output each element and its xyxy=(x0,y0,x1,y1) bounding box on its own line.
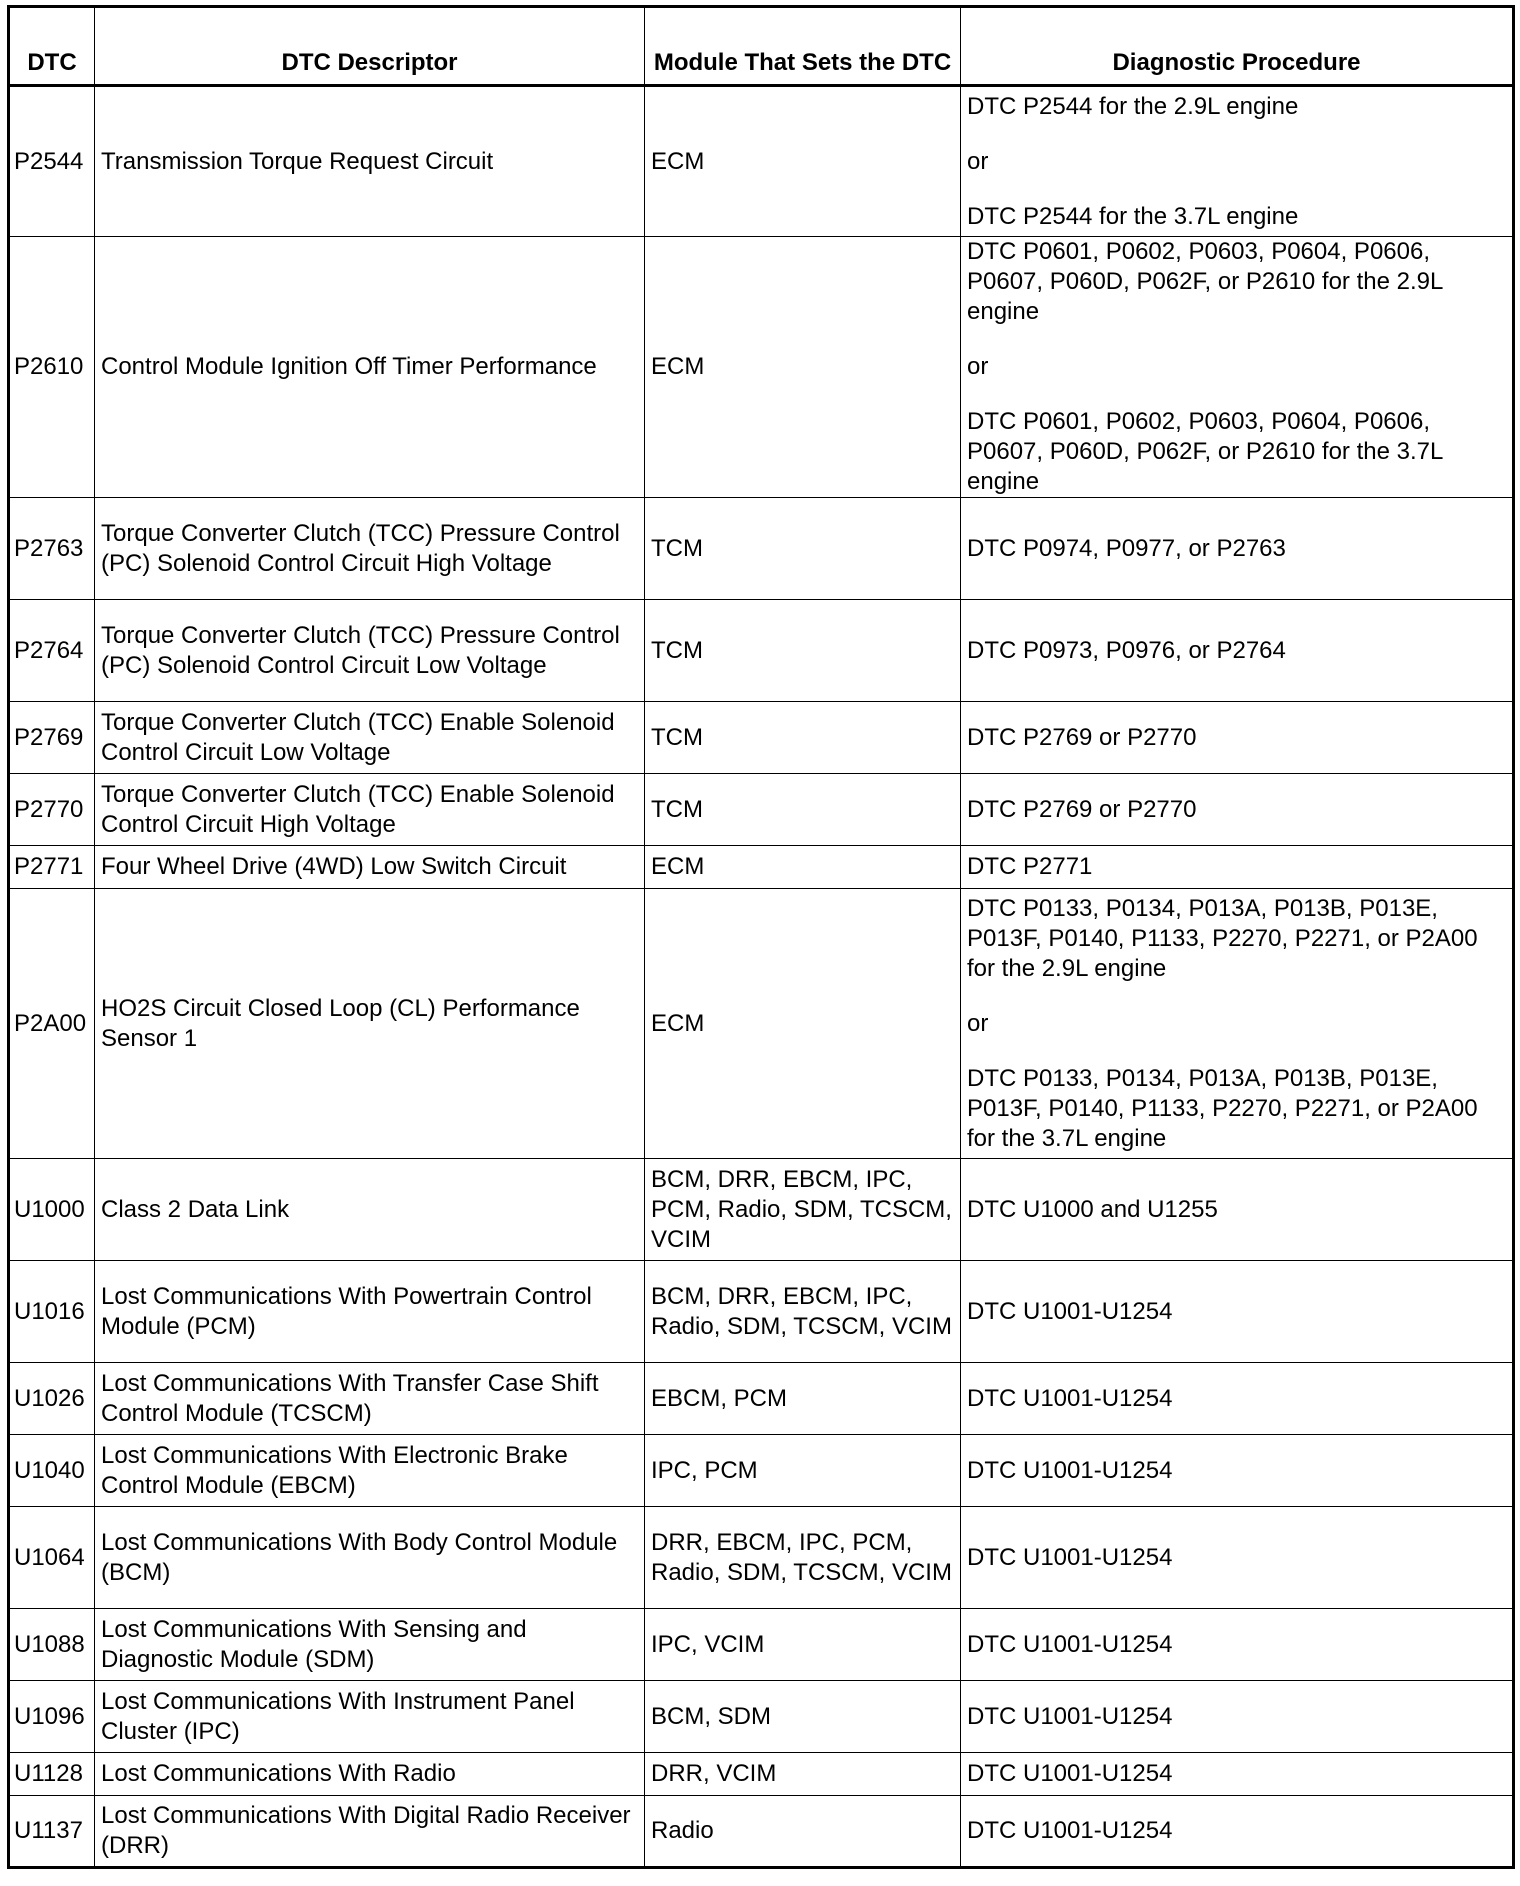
module-cell: ECM xyxy=(645,237,961,498)
module-cell: TCM xyxy=(645,702,961,774)
diagnostic-procedure-cell xyxy=(961,1435,1514,1507)
dtc-code-cell: U1026 xyxy=(9,1363,95,1435)
module-cell: IPC, PCM xyxy=(645,1435,961,1507)
table-row xyxy=(9,1435,1514,1507)
procedure-line: DTC P0601, P0602, P0603, P0604, P0606, P0607, P060D, P062F, or P2610 for the 3.7L engine xyxy=(967,408,1443,495)
procedure-line: DTC P0973, P0976, or P2764 xyxy=(967,636,1286,664)
dtc-code-cell: P2771 xyxy=(9,846,95,889)
diagnostic-procedure-cell xyxy=(961,86,1514,237)
dtc-descriptor-cell: Lost Communications With Instrument Panel Cluster (IPC) xyxy=(95,1681,645,1753)
module-cell: TCM xyxy=(645,600,961,702)
dtc-descriptor-cell: Lost Communications With Transfer Case Shift Control Module (TCSCM) xyxy=(95,1363,645,1435)
dtc-code-cell: P2763 xyxy=(9,498,95,600)
header-module: Module That Sets the DTC xyxy=(645,7,961,86)
dtc-descriptor-cell: Class 2 Data Link xyxy=(95,1159,645,1261)
module-cell: Radio xyxy=(645,1796,961,1868)
module-cell: BCM, SDM xyxy=(645,1681,961,1753)
table-row xyxy=(9,702,1514,774)
dtc-code-cell: P2769 xyxy=(9,702,95,774)
table-row xyxy=(9,1796,1514,1868)
table-row xyxy=(9,889,1514,1159)
table-row xyxy=(9,600,1514,702)
procedure-line: DTC P2769 or P2770 xyxy=(967,795,1197,823)
module-cell: TCM xyxy=(645,498,961,600)
diagnostic-procedure-cell xyxy=(961,1796,1514,1868)
dtc-code-cell: P2A00 xyxy=(9,889,95,1159)
procedure-line: or xyxy=(967,353,989,380)
module-cell: BCM, DRR, EBCM, IPC, Radio, SDM, TCSCM, VCIM xyxy=(645,1261,961,1363)
procedure-line: DTC P2544 for the 3.7L engine xyxy=(967,202,1299,230)
table-row xyxy=(9,774,1514,846)
dtc-code-cell: P2764 xyxy=(9,600,95,702)
diagnostic-procedure-cell xyxy=(961,1159,1514,1261)
procedure-line: DTC P0974, P0977, or P2763 xyxy=(967,534,1286,562)
table-row xyxy=(9,1609,1514,1681)
diagnostic-procedure-cell xyxy=(961,1507,1514,1609)
dtc-table xyxy=(7,5,1515,1869)
dtc-descriptor-cell: Torque Converter Clutch (TCC) Pressure Control (PC) Solenoid Control Circuit High Voltage xyxy=(95,498,645,600)
dtc-descriptor-cell: Lost Communications With Electronic Brake Control Module (EBCM) xyxy=(95,1435,645,1507)
table-row xyxy=(9,1753,1514,1796)
dtc-descriptor-cell: Control Module Ignition Off Timer Performance xyxy=(95,237,645,498)
table-body xyxy=(9,86,1514,1868)
procedure-line: DTC U1001-U1254 xyxy=(967,1384,1173,1412)
module-cell: ECM xyxy=(645,889,961,1159)
diagnostic-procedure-cell xyxy=(961,600,1514,702)
procedure-line: DTC P2544 for the 2.9L engine xyxy=(967,92,1299,120)
module-cell: BCM, DRR, EBCM, IPC, PCM, Radio, SDM, TCSCM, VCIM xyxy=(645,1159,961,1261)
diagnostic-procedure-cell xyxy=(961,1753,1514,1796)
module-cell: DRR, VCIM xyxy=(645,1753,961,1796)
dtc-code-cell: U1137 xyxy=(9,1796,95,1868)
table-header xyxy=(9,7,1514,86)
header-row xyxy=(9,7,1514,86)
diagnostic-procedure-cell xyxy=(961,237,1514,498)
procedure-line: DTC U1001-U1254 xyxy=(967,1760,1173,1787)
diagnostic-procedure-cell xyxy=(961,774,1514,846)
diagnostic-procedure-cell xyxy=(961,1609,1514,1681)
diagnostic-procedure-cell xyxy=(961,846,1514,889)
procedure-line: DTC P0133, P0134, P013A, P013B, P013E, P013F, P0140, P1133, P2270, P2271, or P2A00 for the 3.7L engine xyxy=(967,1064,1478,1152)
diagnostic-procedure-cell xyxy=(961,889,1514,1159)
header-procedure: Diagnostic Procedure xyxy=(961,7,1514,86)
dtc-code-cell: U1096 xyxy=(9,1681,95,1753)
procedure-line: DTC U1000 and U1255 xyxy=(967,1195,1218,1223)
diagnostic-procedure-cell xyxy=(961,1261,1514,1363)
dtc-descriptor-cell: Lost Communications With Powertrain Control Module (PCM) xyxy=(95,1261,645,1363)
dtc-code-cell: U1128 xyxy=(9,1753,95,1796)
header-descriptor: DTC Descriptor xyxy=(95,7,645,86)
diagnostic-procedure-cell xyxy=(961,1363,1514,1435)
module-cell: TCM xyxy=(645,774,961,846)
procedure-line: DTC P2769 or P2770 xyxy=(967,723,1197,751)
procedure-line: or xyxy=(967,1009,989,1037)
dtc-descriptor-cell: HO2S Circuit Closed Loop (CL) Performance Sensor 1 xyxy=(95,889,645,1159)
table-row xyxy=(9,1261,1514,1363)
dtc-code-cell: P2544 xyxy=(9,86,95,237)
diagnostic-procedure-cell xyxy=(961,498,1514,600)
procedure-line: or xyxy=(967,147,989,175)
procedure-line: DTC U1001-U1254 xyxy=(967,1297,1173,1325)
procedure-line: DTC U1001-U1254 xyxy=(967,1543,1173,1571)
dtc-descriptor-cell: Lost Communications With Digital Radio Receiver (DRR) xyxy=(95,1796,645,1868)
dtc-code-cell: P2770 xyxy=(9,774,95,846)
procedure-line: DTC P2771 xyxy=(967,853,1093,880)
header-dtc: DTC xyxy=(9,7,95,86)
dtc-descriptor-cell: Transmission Torque Request Circuit xyxy=(95,86,645,237)
table-row xyxy=(9,1159,1514,1261)
module-cell: EBCM, PCM xyxy=(645,1363,961,1435)
diagnostic-procedure-cell xyxy=(961,702,1514,774)
table-row xyxy=(9,237,1514,498)
module-cell: IPC, VCIM xyxy=(645,1609,961,1681)
dtc-code-cell: U1088 xyxy=(9,1609,95,1681)
dtc-code-cell: P2610 xyxy=(9,237,95,498)
dtc-code-cell: U1016 xyxy=(9,1261,95,1363)
procedure-line: DTC U1001-U1254 xyxy=(967,1456,1173,1484)
module-cell: ECM xyxy=(645,86,961,237)
dtc-descriptor-cell: Torque Converter Clutch (TCC) Enable Solenoid Control Circuit Low Voltage xyxy=(95,702,645,774)
diagnostic-procedure-cell xyxy=(961,1681,1514,1753)
procedure-line: DTC U1001-U1254 xyxy=(967,1702,1173,1730)
dtc-descriptor-cell: Four Wheel Drive (4WD) Low Switch Circuit xyxy=(95,846,645,889)
procedure-line: DTC P0601, P0602, P0603, P0604, P0606, P0607, P060D, P062F, or P2610 for the 2.9L engine xyxy=(967,238,1443,325)
table-row xyxy=(9,1363,1514,1435)
table-row xyxy=(9,1507,1514,1609)
dtc-descriptor-cell: Lost Communications With Body Control Module (BCM) xyxy=(95,1507,645,1609)
module-cell: DRR, EBCM, IPC, PCM, Radio, SDM, TCSCM, VCIM xyxy=(645,1507,961,1609)
dtc-descriptor-cell: Torque Converter Clutch (TCC) Enable Solenoid Control Circuit High Voltage xyxy=(95,774,645,846)
dtc-code-cell: U1064 xyxy=(9,1507,95,1609)
dtc-descriptor-cell: Lost Communications With Sensing and Diagnostic Module (SDM) xyxy=(95,1609,645,1681)
dtc-code-cell: U1000 xyxy=(9,1159,95,1261)
table-row xyxy=(9,846,1514,889)
procedure-line: DTC P0133, P0134, P013A, P013B, P013E, P013F, P0140, P1133, P2270, P2271, or P2A00 for the 2.9L engine xyxy=(967,894,1478,982)
dtc-code-cell: U1040 xyxy=(9,1435,95,1507)
table-row xyxy=(9,1681,1514,1753)
procedure-line: DTC U1001-U1254 xyxy=(967,1817,1173,1844)
module-cell: ECM xyxy=(645,846,961,889)
dtc-descriptor-cell: Lost Communications With Radio xyxy=(95,1753,645,1796)
table-row xyxy=(9,86,1514,237)
dtc-descriptor-cell: Torque Converter Clutch (TCC) Pressure Control (PC) Solenoid Control Circuit Low Voltage xyxy=(95,600,645,702)
procedure-line: DTC U1001-U1254 xyxy=(967,1630,1173,1658)
table-row xyxy=(9,498,1514,600)
